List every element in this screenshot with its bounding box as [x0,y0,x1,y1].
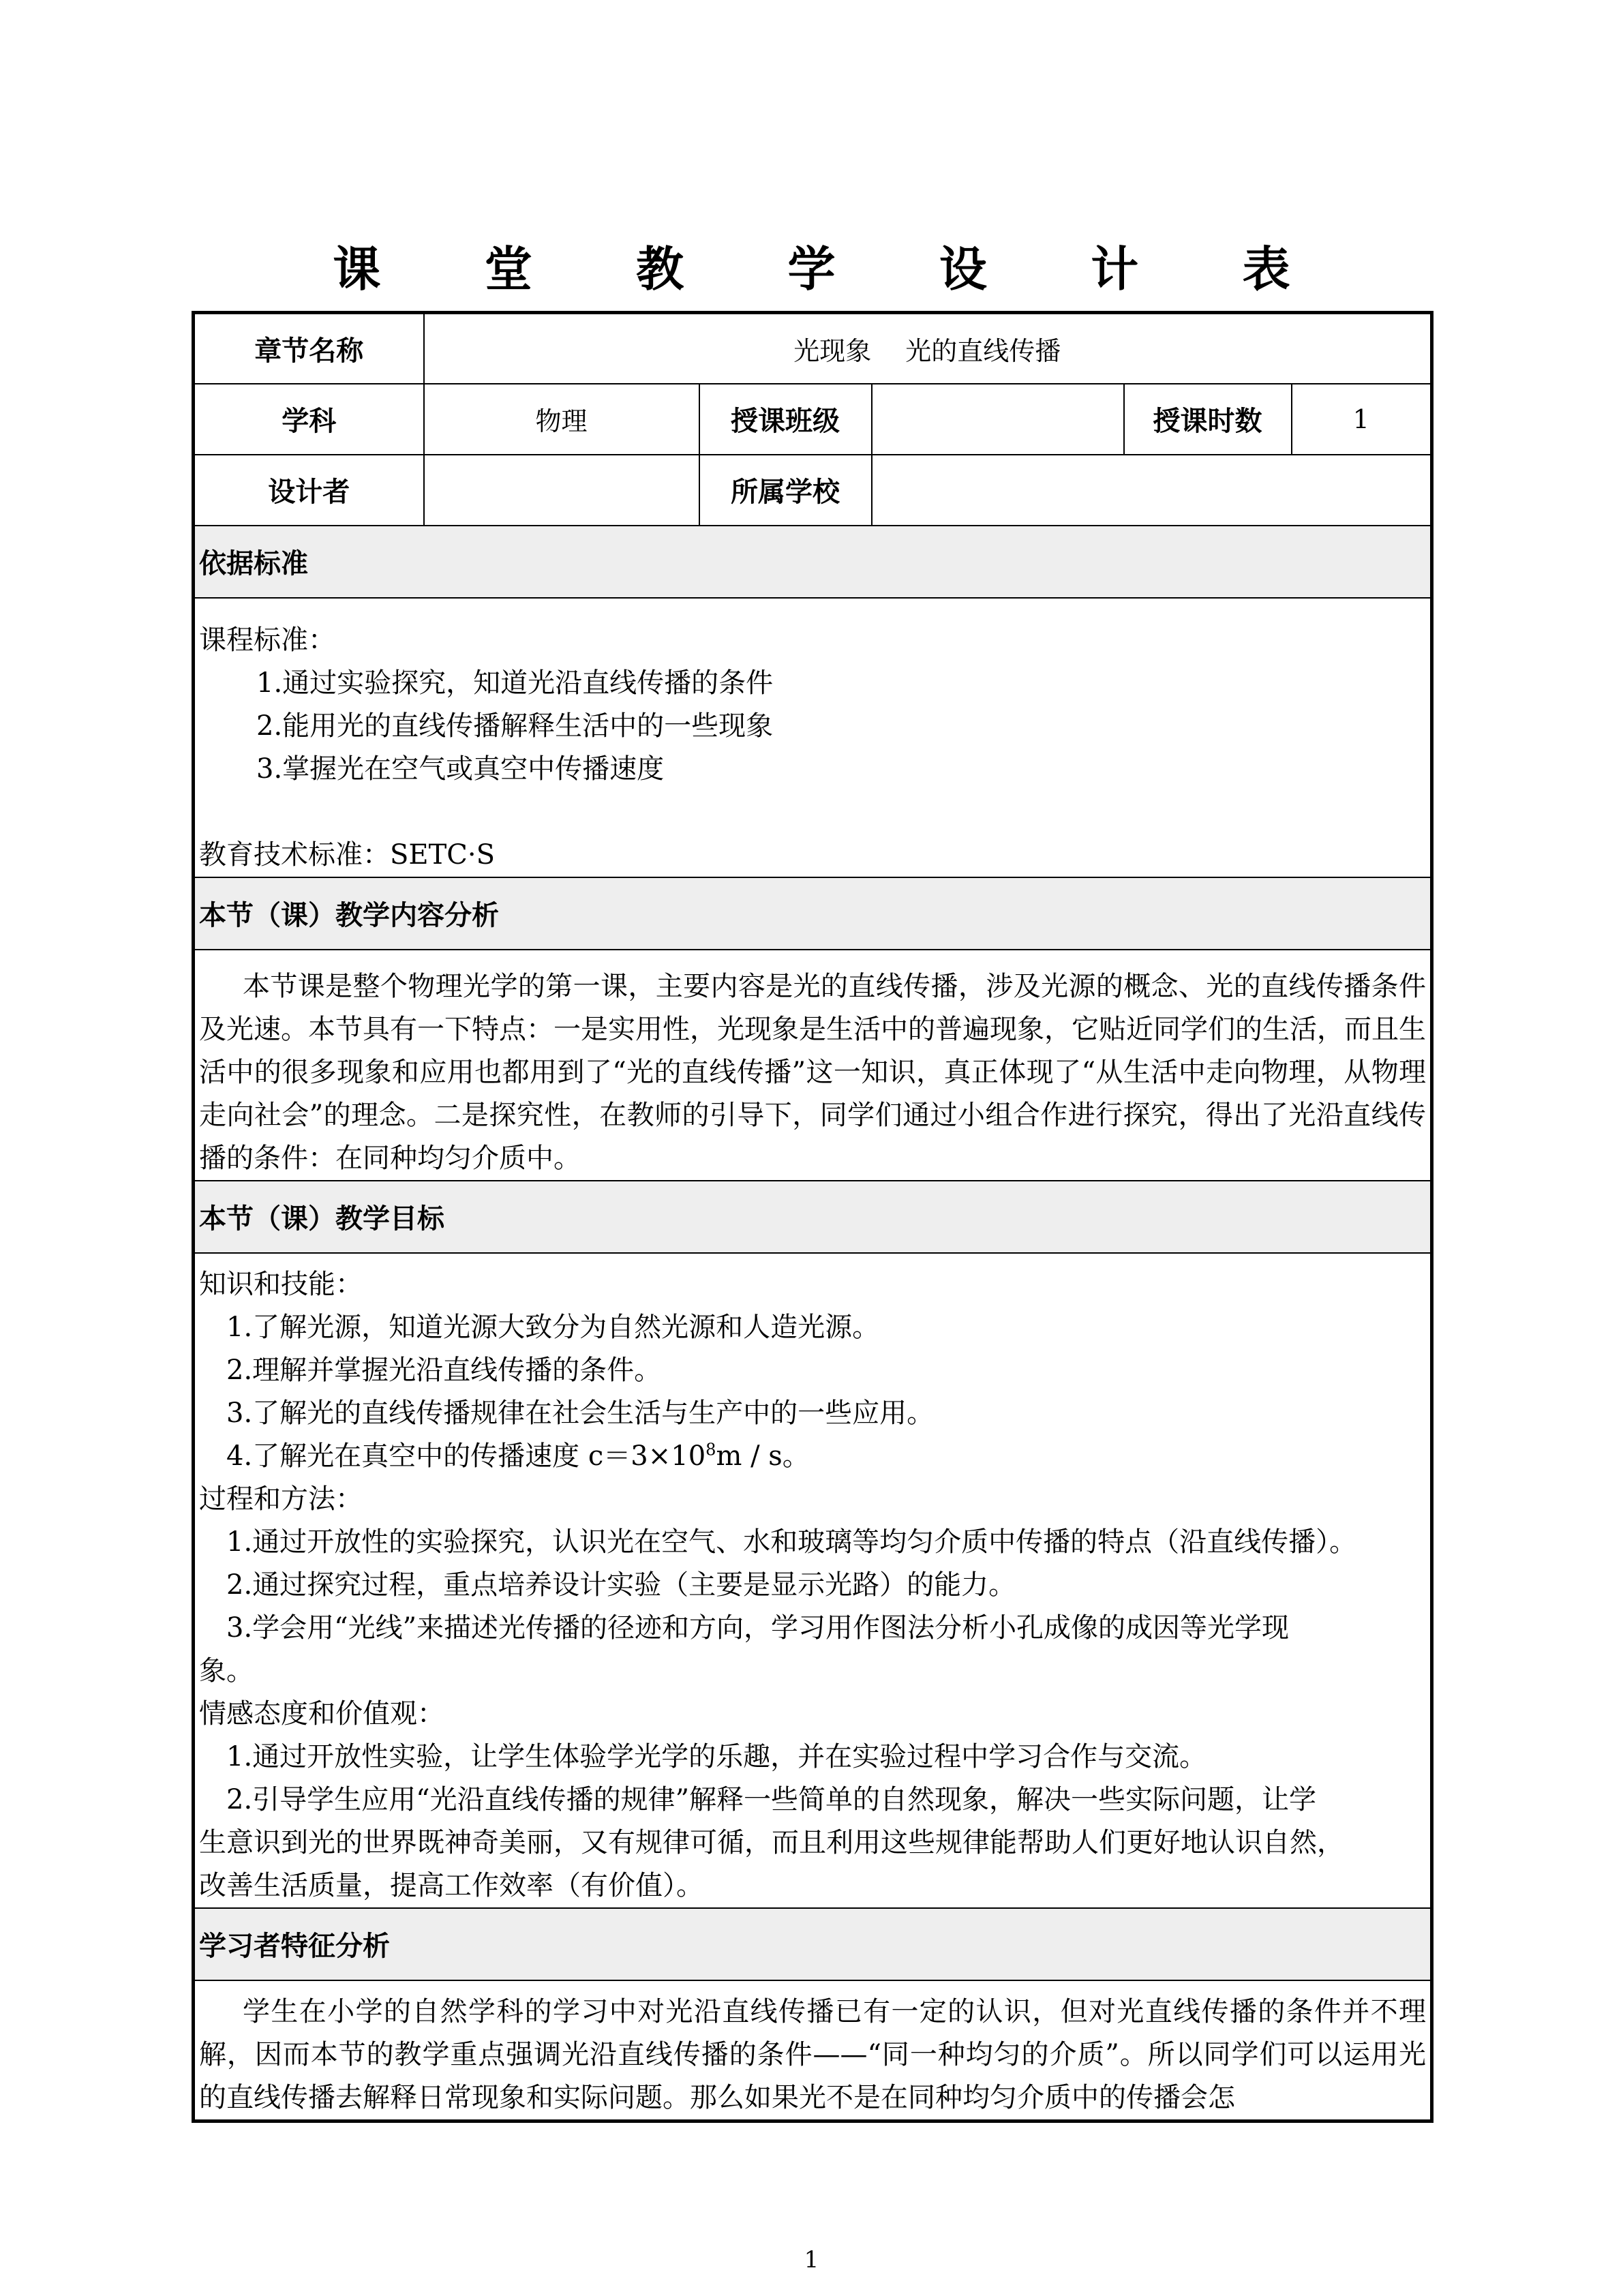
emotion-item-continued: 生意识到光的世界既神奇美丽，又有规律可循，而且利用这些规律能帮助人们更好地认识自然， [199,1826,1344,1858]
objectives-heading: 本节（课）教学目标 [194,1181,1432,1253]
standards-body [194,598,1432,877]
class-value[interactable] [872,384,1124,455]
content-header-row [194,877,1432,950]
knowledge-item [199,1435,1426,1478]
standard-item: 3.掌握光在空气或真空中传播速度 [256,753,665,785]
knowledge-item: 2.理解并掌握光沿直线传播的条件。 [226,1354,662,1386]
knowledge-label: 知识和技能： [199,1268,363,1300]
chapter-row [194,313,1432,384]
hours-label: 授课时数 [1124,384,1292,455]
k4-text: 4.了解光在真空中的传播速度 c＝3×10 [226,1440,706,1472]
standards-body-row [194,598,1432,877]
designer-value[interactable] [424,455,699,526]
emotion-item: 2.引导学生应用“光沿直线传播的规律”解释一些简单的自然现象，解决一些实际问题，让学 [226,1783,1317,1815]
standards-header-row [194,526,1432,598]
learner-header-row [194,1908,1432,1980]
class-label: 授课班级 [699,384,872,455]
objectives-body-row [194,1253,1432,1908]
process-item: 1.通过开放性的实验探究，认识光在空气、水和玻璃等均匀介质中传播的特点（沿直线传播）。 [226,1526,1357,1558]
designer-label: 设计者 [194,455,424,526]
process-item: 3.学会用“光线”来描述光传播的径迹和方向，学习用作图法分析小孔成像的成因等光学现 [226,1612,1290,1644]
emotion-item-continued: 改善生活质量，提高工作效率（有价值）。 [199,1869,703,1901]
content-body-row [194,950,1432,1181]
standard-item: 2.能用光的直线传播解释生活中的一些现象 [256,710,774,742]
knowledge-item: 1.了解光源，知道光源大致分为自然光源和人造光源。 [226,1311,880,1343]
school-label: 所属学校 [699,455,872,526]
lesson-design-table [192,311,1434,2123]
knowledge-item: 3.了解光的直线传播规律在社会生活与生产中的一些应用。 [226,1397,935,1429]
content-analysis-text: 本节课是整个物理光学的第一课，主要内容是光的直线传播，涉及光源的概念、光的直线传播条件及光速。本节具有一下特点：一是实用性，光现象是生活中的普遍现象，它贴近同学们的生活，而且生活中的很多现象和应用也都用到了“光的直线传播”这一知识，真正体现了“从生活中走向物理，从物理走向社会”的理念。二是探究性，在教师的引导下，同学们通过小组合作进行探究，得出了光沿直线传播的条件：在同种均匀介质中。 [199,970,1427,1174]
page-title: 课 堂 教 学 设 计 表 [333,241,1334,297]
content-analysis-heading: 本节（课）教学内容分析 [194,877,1432,950]
learner-text: 学生在小学的自然学科的学习中对光沿直线传播已有一定的认识，但对光直线传播的条件并不理解，因而本节的教学重点强调光沿直线传播的条件——“同一种均匀的介质”。所以同学们可以运用光的直线传播去解释日常现象和实际问题。那么如果光不是在同种均匀介质中的传播会怎 [199,1995,1427,2113]
page-number: 1 [804,2246,819,2274]
emotion-label: 情感态度和价值观： [199,1697,444,1729]
tech-standard: 教育技术标准：SETC·S [199,839,496,871]
process-item: 2.通过探究过程，重点培养设计实验（主要是显示光路）的能力。 [226,1569,1016,1601]
hours-value[interactable]: 1 [1292,384,1432,455]
subject-row [194,384,1432,455]
k4-exponent: 8 [706,1440,716,1460]
k4-unit: m / s。 [716,1440,810,1472]
learner-body [194,1980,1432,2121]
school-value[interactable] [872,455,1432,526]
objectives-header-row [194,1181,1432,1253]
standards-heading: 依据标准 [194,526,1432,598]
subject-label: 学科 [194,384,424,455]
objectives-body [194,1253,1432,1908]
learner-heading: 学习者特征分析 [194,1908,1432,1980]
chapter-label: 章节名称 [194,313,424,384]
content-analysis-body [194,950,1432,1181]
standards-intro: 课程标准： [199,624,335,656]
learner-body-row [194,1980,1432,2121]
emotion-item: 1.通过开放性实验，让学生体验学光学的乐趣，并在实验过程中学习合作与交流。 [226,1740,1207,1772]
designer-row [194,455,1432,526]
subject-value[interactable]: 物理 [424,384,699,455]
process-label: 过程和方法： [199,1483,363,1515]
chapter-value[interactable]: 光现象 光的直线传播 [424,313,1432,384]
process-item-continued: 象。 [199,1655,254,1687]
standard-item: 1.通过实验探究，知道光沿直线传播的条件 [256,667,774,699]
